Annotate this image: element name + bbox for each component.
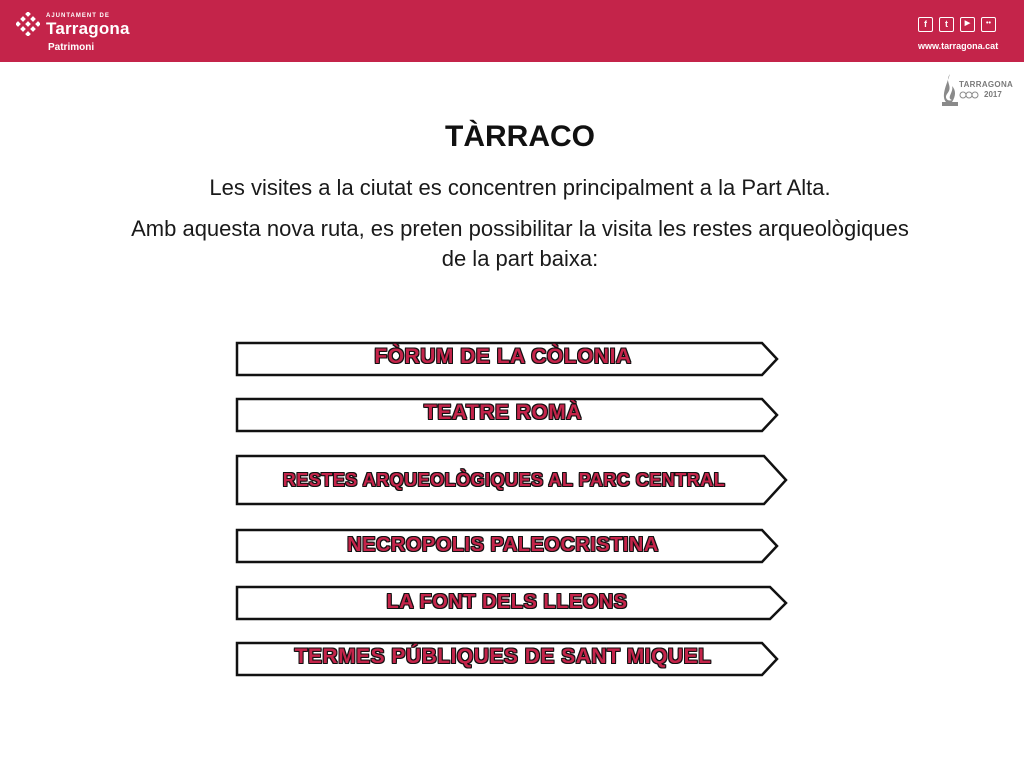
header-band (0, 0, 1024, 62)
flickr-icon[interactable]: •• (981, 17, 996, 32)
route-stop-parc-central[interactable] (234, 453, 790, 507)
route-stop-label: TERMES PÚBLIQUES DE SANT MIQUEL (294, 645, 712, 668)
logo-mark-icon (16, 12, 40, 36)
route-stop-font-lleons[interactable] (234, 584, 790, 622)
tarragona-logo[interactable] (16, 10, 146, 54)
logo-small-text: AJUNTAMENT DE (46, 13, 110, 19)
route-stop-termes[interactable] (234, 640, 780, 678)
route-paragraph: Amb aquesta nova ruta, es preten possibilitar la visita les restes arqueològiques de la part baixa: (131, 216, 909, 271)
badge-line2: 2017 (984, 90, 1002, 99)
tarragona-2017-badge (940, 72, 1014, 112)
route-stop-forum[interactable] (234, 340, 780, 378)
twitter-icon[interactable]: t (939, 17, 954, 32)
route-stop-teatre[interactable] (234, 396, 780, 434)
route-stop-label: FÒRUM DE LA CÒLONIA (374, 345, 632, 368)
route-stop-label: TEATRE ROMÀ (424, 401, 582, 424)
page-title: TÀRRACO (445, 120, 595, 153)
facebook-icon[interactable]: f (918, 17, 933, 32)
route-stop-label: LA FONT DELS LLEONS (386, 591, 628, 613)
route-stop-label: RESTES ARQUEOLÒGIQUES AL PARC CENTRAL (282, 470, 726, 490)
rings-icon (959, 91, 983, 99)
social-links (918, 17, 996, 32)
site-url-link[interactable]: www.tarragona.cat (918, 41, 999, 51)
badge-line1: TARRAGONA (959, 80, 1014, 89)
youtube-icon[interactable]: ▶ (960, 17, 975, 32)
route-stop-label: NECROPOLIS PALEOCRISTINA (347, 534, 659, 556)
flame-icon (940, 72, 960, 108)
route-stop-necropolis[interactable] (234, 527, 780, 565)
intro-paragraph: Les visites a la ciutat es concentren principalment a la Part Alta. (209, 175, 831, 200)
logo-subtitle: Patrimoni (48, 42, 95, 53)
logo-name: Tarragona (46, 19, 130, 38)
